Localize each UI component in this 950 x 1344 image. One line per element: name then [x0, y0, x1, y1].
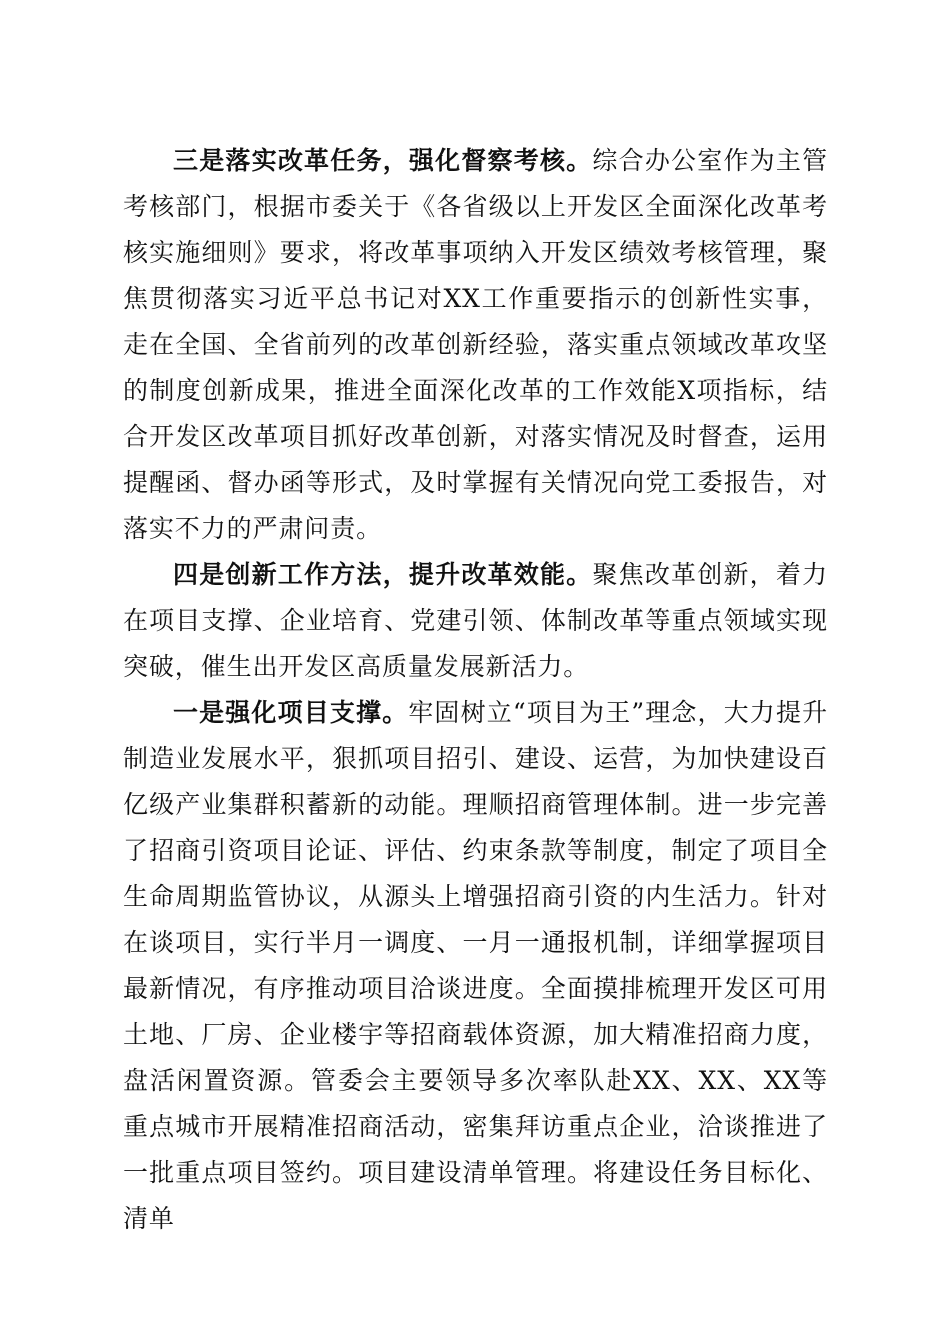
paragraph-text: 综合办公室作为主管考核部门，根据市委关于《各省级以上开发区全面深化改革考核实施细则》要求，将改革事项纳入开发区绩效考核管理，聚焦贯彻落实习近平总书记对XX工作重要指示的创新性实事，走在全国、全省前列的改革创新经验，落实重点领域改革攻坚的制度创新成果，推进全面深化改革的工作效能X项指标，结合开发区改革项目抓好改革创新，对落实情况及时督查，运用提醒函、督办函等形式，及时掌握有关情况向党工委报告，对落实不力的严肃问责。 — [123, 146, 829, 543]
paragraph-text: 牢固树立“项目为王”理念，大力提升制造业发展水平，狠抓项目招引、建设、运营，为加快建设百亿级产业集群积蓄新的动能。理顺招商管理体制。进一步完善了招商引资项目论证、评估、约束条款等制度，制定了项目全生命周期监管协议，从源头上增强招商引资的内生活力。针对在谈项目，实行半月一调度、一月一通报机制，详细掌握项目最新情况，有序推动项目洽谈进度。全面摸排梳理开发区可用土地、厂房、企业楼宇等招商载体资源，加大精准招商力度，盘活闲置资源。管委会主要领导多次率队赴XX、XX、XX等重点城市开展精准招商活动，密集拜访重点企业，洽谈推进了一批重点项目签约。项目建设清单管理。将建设任务目标化、清单 — [123, 698, 828, 1233]
document-body — [123, 138, 828, 1242]
paragraph-heading: 三是落实改革任务，强化督察考核。 — [173, 146, 593, 175]
paragraph-innovation-methods — [123, 552, 828, 690]
paragraph-reform-tasks — [123, 138, 828, 552]
paragraph-project-support — [123, 690, 828, 1242]
paragraph-text: 聚焦改革创新，着力在项目支撑、企业培育、党建引领、体制改革等重点领域实现突破，催生出开发区高质量发展新活力。 — [123, 560, 829, 681]
paragraph-heading: 四是创新工作方法，提升改革效能。 — [173, 560, 593, 589]
paragraph-heading: 一是强化项目支撑。 — [173, 698, 409, 727]
